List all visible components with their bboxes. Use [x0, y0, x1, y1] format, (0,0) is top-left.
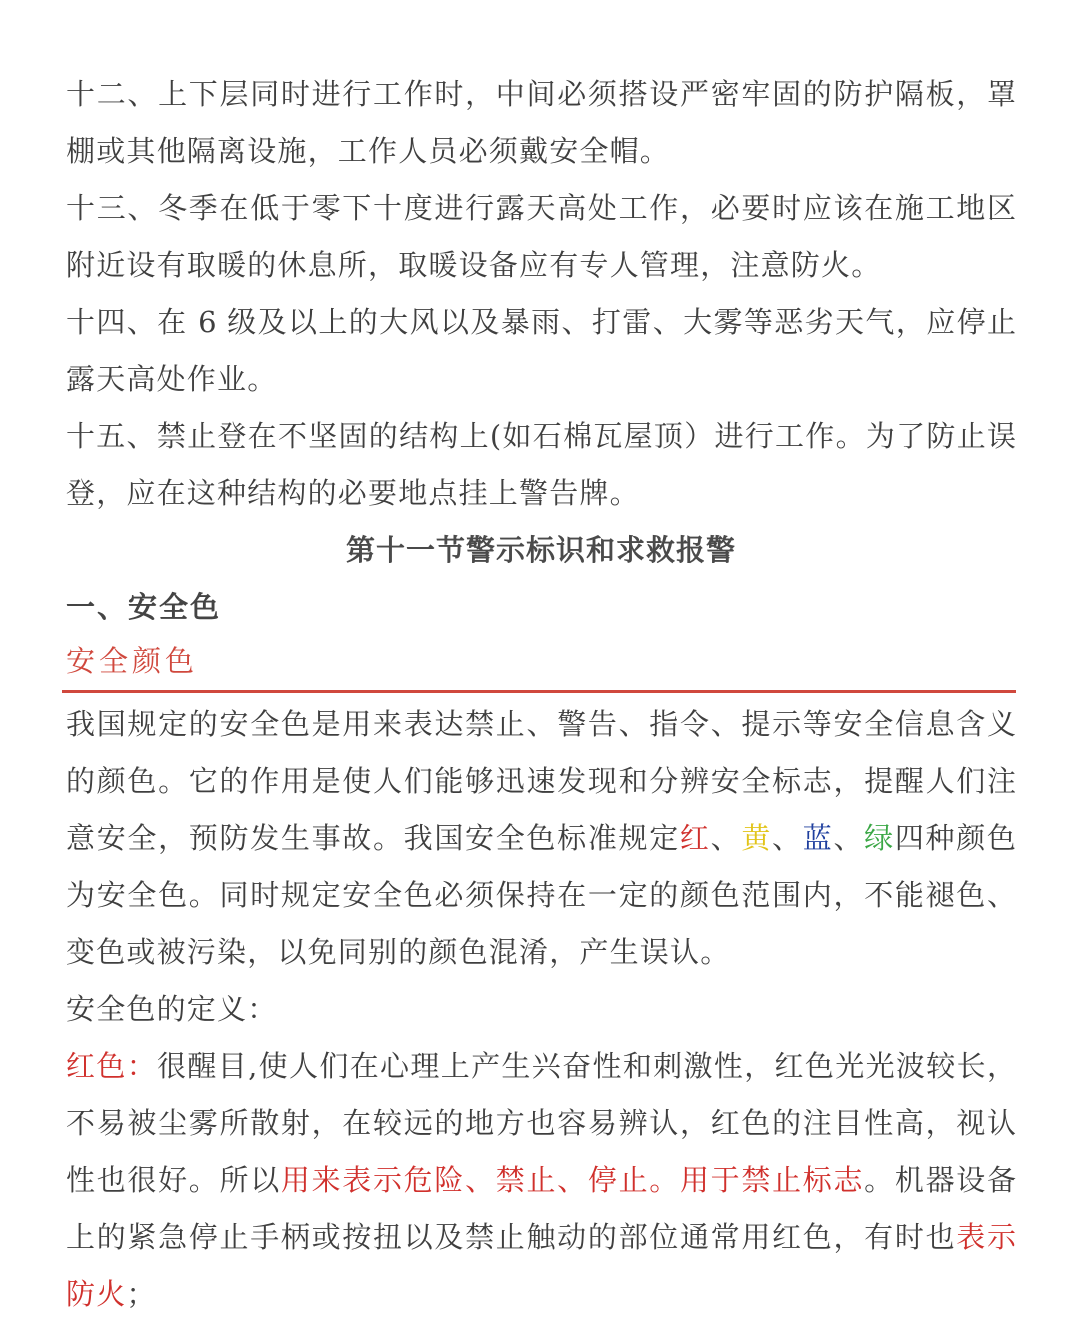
- red-def-highlight: 表示: [956, 1220, 1016, 1254]
- red-def-line-3-text-a: 性也很好。所以: [66, 1163, 281, 1197]
- red-def-line-5-end: ；: [126, 1277, 157, 1311]
- red-def-label: 红色：: [66, 1049, 158, 1083]
- color-word-green: 绿: [864, 821, 895, 855]
- red-def-line-5: [66, 1266, 1016, 1323]
- intro-line-3-text-b: 四种颜色: [894, 821, 1016, 855]
- red-def-line-4-text: 上的紧急停止手柄或按扭以及禁止触动的部位通常用红色，有时也: [66, 1220, 957, 1254]
- article-body: [66, 66, 1016, 1323]
- separator: 、: [833, 821, 865, 855]
- rule-13-line-2: 附近设有取暖的休息所，取暖设备应有专人管理，注意防火。: [66, 248, 882, 282]
- rule-15-line-1: 十五、禁止登在不坚固的结构上(如石棉瓦屋顶）进行工作。为了防止误: [66, 419, 1016, 453]
- rule-14-line-2: 露天高处作业。: [66, 362, 278, 396]
- heading-safety-color: 一、安全色: [66, 590, 222, 624]
- rule-12-line-1: 十二、上下层同时进行工作时，中间必须搭设严密牢固的防护隔板，罩: [66, 77, 1016, 111]
- red-def-line-1-text: 很醒目,使人们在心理上产生兴奋性和刺激性，红色光光波较长，: [157, 1049, 1016, 1083]
- rule-13-line-1: 十三、冬季在低于零下十度进行露天高处工作，必要时应该在施工地区: [66, 191, 1016, 225]
- section-title: 第十一节警示标识和求救报警: [345, 533, 736, 567]
- separator: 、: [710, 821, 742, 855]
- definition-label: 安全色的定义：: [66, 992, 278, 1026]
- heading-divider: [62, 690, 1016, 693]
- color-word-red: 红: [679, 821, 711, 855]
- rule-14-line-1: 十四、在 6 级及以上的大风以及暴雨、打雷、大雾等恶劣天气，应停止: [66, 305, 1016, 339]
- separator: 、: [772, 821, 803, 855]
- intro-line-2: 的颜色。它的作用是使人们能够迅速发现和分辨安全标志，提醒人们注: [66, 764, 1016, 798]
- intro-line-3-text-a: 意安全，预防发生事故。我国安全色标准规定: [66, 821, 680, 855]
- red-def-line-3: [66, 1152, 1016, 1209]
- color-word-yellow: 黄: [741, 821, 773, 855]
- intro-line-1: 我国规定的安全色是用来表达禁止、警告、指令、提示等安全信息含义: [66, 707, 1016, 741]
- intro-line-5: 变色或被污染，以免同别的颜色混淆，产生误认。: [66, 935, 731, 969]
- rule-12-line-2: 棚或其他隔离设施，工作人员必须戴安全帽。: [66, 134, 671, 168]
- color-word-blue: 蓝: [802, 821, 834, 855]
- red-def-highlight: 用来表示危险、禁止、停止。用于禁止标志: [280, 1163, 865, 1197]
- red-def-highlight: 防火: [66, 1277, 127, 1311]
- intro-line-3: [66, 810, 1016, 867]
- rule-15-line-2: 登，应在这种结构的必要地点挂上警告牌。: [66, 476, 640, 510]
- red-def-line-2: 不易被尘雾所散射，在较远的地方也容易辨认，红色的注目性高，视认: [66, 1106, 1016, 1140]
- sub-heading-safety-colors: 安全颜色: [66, 644, 199, 678]
- red-def-line-1: [66, 1038, 1016, 1095]
- red-def-line-3-text-b: 。机器设备: [864, 1163, 1016, 1197]
- red-def-line-4: [66, 1209, 1016, 1266]
- intro-line-4: 为安全色。同时规定安全色必须保持在一定的颜色范围内，不能褪色、: [66, 878, 1016, 912]
